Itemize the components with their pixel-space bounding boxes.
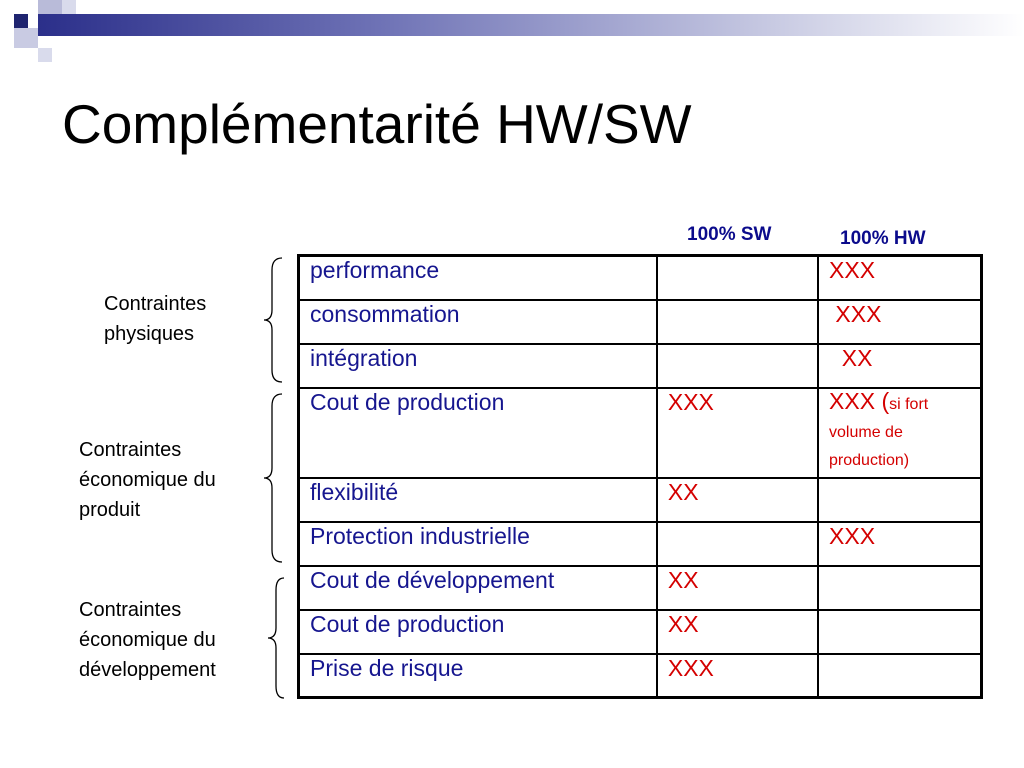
- group-label-line: physiques: [104, 323, 195, 345]
- criterion-cell: Cout de production: [299, 388, 657, 478]
- table-row: [299, 256, 982, 300]
- criterion-cell: performance: [299, 256, 657, 300]
- hw-cell: [818, 654, 981, 698]
- table-row: [299, 478, 982, 522]
- hw-cell: XX: [818, 344, 981, 388]
- deco-square: [62, 0, 76, 14]
- comparison-table: [297, 254, 983, 699]
- sw-cell: [657, 344, 818, 388]
- table-row: [299, 610, 982, 654]
- group-label-line: Contraintes: [104, 293, 207, 315]
- group-label-line: économique du: [79, 469, 216, 491]
- criterion-cell: intégration: [299, 344, 657, 388]
- group-label-line: Contraintes: [79, 439, 182, 461]
- group-label-line: économique du: [79, 629, 216, 651]
- deco-square: [38, 48, 52, 62]
- sw-cell: XXX: [657, 388, 818, 478]
- brace-product: [262, 392, 286, 564]
- hw-cell: [818, 478, 981, 522]
- criterion-cell: Protection industrielle: [299, 522, 657, 566]
- deco-square: [14, 14, 28, 28]
- criterion-cell: consommation: [299, 300, 657, 344]
- criterion-cell: Prise de risque: [299, 654, 657, 698]
- sw-cell: XX: [657, 478, 818, 522]
- hw-cell: [818, 610, 981, 654]
- sw-cell: [657, 522, 818, 566]
- hw-cell: XXX: [818, 300, 981, 344]
- table-row: [299, 344, 982, 388]
- group-label-development: [79, 595, 216, 685]
- group-label-line: produit: [79, 499, 141, 521]
- criterion-cell: flexibilité: [299, 478, 657, 522]
- table-row: [299, 654, 982, 698]
- hw-cell: [818, 388, 981, 478]
- group-label-line: Contraintes: [79, 599, 182, 621]
- sw-cell: [657, 256, 818, 300]
- hw-mark: XXX (: [829, 387, 890, 414]
- hw-cell: XXX: [818, 256, 981, 300]
- table-row: [299, 388, 982, 478]
- sw-cell: [657, 300, 818, 344]
- group-label-physical: [104, 289, 206, 349]
- hw-cell: [818, 566, 981, 610]
- group-label-product: [79, 435, 216, 525]
- deco-square: [14, 28, 38, 48]
- hw-note: si fort volume de production): [829, 395, 929, 469]
- brace-physical: [262, 256, 286, 384]
- deco-square: [38, 36, 62, 48]
- deco-square: [38, 0, 62, 14]
- sw-cell: XX: [657, 610, 818, 654]
- column-header-hw: 100% HW: [840, 228, 926, 249]
- sw-cell: XX: [657, 566, 818, 610]
- table-row: [299, 566, 982, 610]
- table-row: [299, 522, 982, 566]
- hw-cell: XXX: [818, 522, 981, 566]
- table-row: [299, 300, 982, 344]
- sw-cell: XXX: [657, 654, 818, 698]
- brace-development: [266, 576, 288, 700]
- criterion-cell: Cout de production: [299, 610, 657, 654]
- slide-title: Complémentarité HW/SW: [62, 93, 692, 155]
- criterion-cell: Cout de développement: [299, 566, 657, 610]
- header-band: [38, 14, 1024, 36]
- column-header-sw: 100% SW: [687, 224, 772, 245]
- group-label-line: développement: [79, 659, 216, 681]
